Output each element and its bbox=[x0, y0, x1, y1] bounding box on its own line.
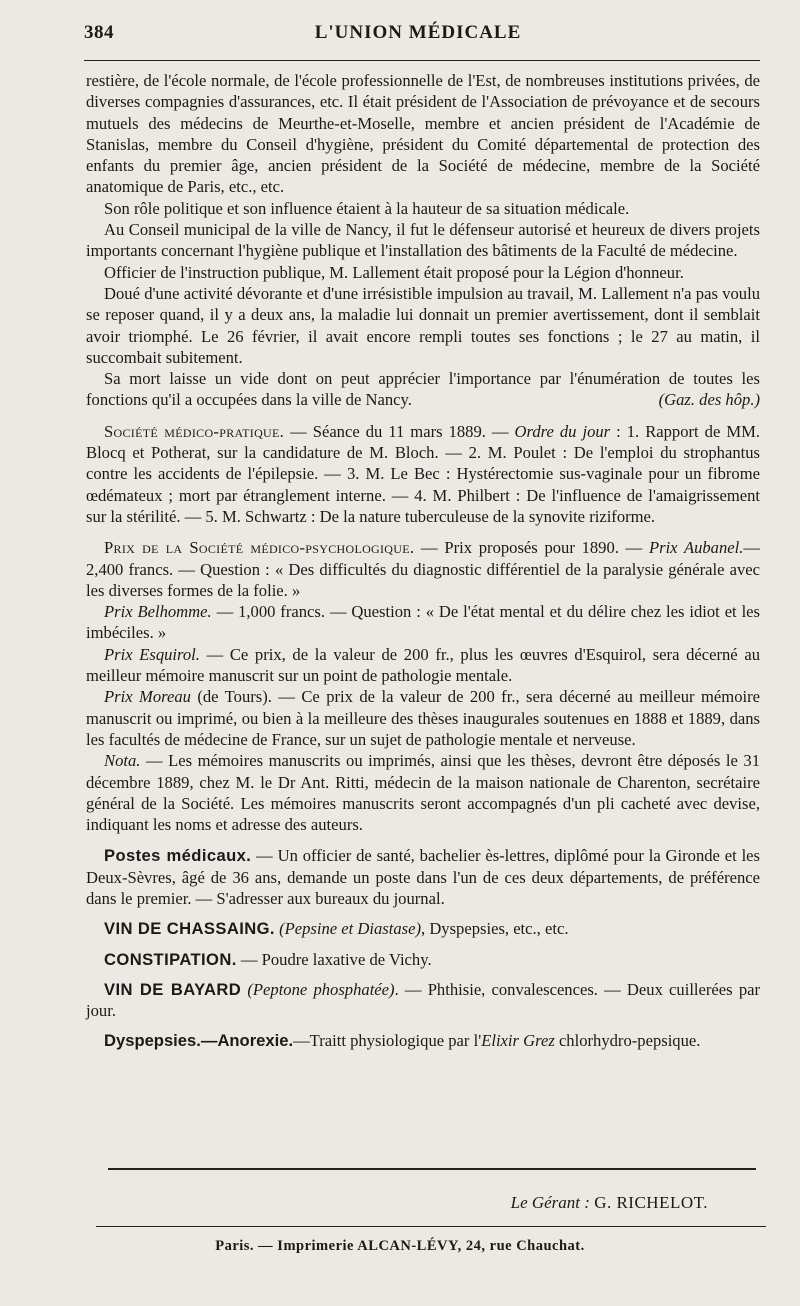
obituary-text: Sa mort laisse un vide dont on peut apprécier l'importance par l'énumération de toutes les fonctions qu'il a occupées dans la ville de Nancy. bbox=[86, 369, 760, 410]
section-text: — Séance du 11 mars 1889. — bbox=[284, 421, 515, 441]
header-rule bbox=[84, 60, 760, 61]
section-text: : 1. Rapport de MM. Blocq et Potherat, sur la candidature de M. Bloch. — 2. M. Poulet : De l'emploi du strophantus contre les accidents de l'épilepsie. — 3. M. Le Bec : Hystérectomie sus-vaginale pour un fibrome œdémateux ; mort par étranglement interne. — 4. M. Philbert : De l'influence de l'amaigrissement sur la stérilité. — 5. M. Schwartz : De la nature tuberculeuse de la synovite riziforme. bbox=[86, 421, 760, 526]
prize-label: Prix Aubanel. bbox=[648, 538, 744, 558]
obituary-paragraph: Son rôle politique et son influence étaient à la hauteur de sa situation médicale. bbox=[104, 198, 630, 218]
prize-text: — Ce prix, de la valeur de 200 fr., plus les œuvres d'Esquirol, sera décerné au meilleur mémoire manuscrit sur un point de pathologie mentale. bbox=[86, 644, 760, 686]
ad-name: Dyspepsies.—Anorexie. bbox=[104, 1031, 294, 1051]
prize-paragraph bbox=[86, 601, 760, 644]
page-header bbox=[84, 22, 752, 56]
prize-text: (de Tours). — Ce prix de la valeur de 200 fr., sera décerné au meilleur mémoire manuscrit ou imprimé, ou bien à la meilleure des thèses inaugurales soutenues en 1888 et 1889, dans les facultés de médecine de France, sur un sujet de pathologie mentale et nerveuse. bbox=[86, 687, 760, 749]
page-number: 384 bbox=[84, 22, 114, 43]
section-text: — Prix proposés pour 1890. — bbox=[414, 538, 649, 558]
prize-text: — 1,000 francs. — Question : « De l'état mental et du délire chez les idiot et les imbéciles. » bbox=[86, 602, 761, 643]
ad-name: VIN DE BAYARD bbox=[104, 979, 242, 999]
ad-grez bbox=[86, 1030, 760, 1051]
prize-paragraph bbox=[86, 644, 760, 687]
prize-label: Prix Esquirol. bbox=[104, 644, 200, 664]
obituary-paragraph: Au Conseil municipal de la ville de Nancy, il fut le défenseur autorisé et heureux de divers projets importants concernant l'hygiène publique et l'installation des bâtiments de la Faculté de médecine. bbox=[86, 220, 760, 261]
ad-text: , Dyspepsies, etc., etc. bbox=[421, 919, 569, 939]
ad-text: . — Phthisie, convalescences. — Deux cuillerées par jour. bbox=[86, 979, 761, 1021]
ad-text: chlorhydro-pepsique. bbox=[554, 1031, 701, 1051]
prize-text: — 2,400 francs. — Question : « Des difficultés du diagnostic différentiel de la paralysie générale avec les diverses formes de la folie. » bbox=[86, 538, 760, 600]
order-label: Ordre du jour bbox=[514, 421, 611, 441]
ad-text: — Poudre laxative de Vichy. bbox=[236, 949, 432, 969]
ad-name: VIN DE CHASSAING. bbox=[104, 919, 275, 939]
obituary-paragraph: Doué d'une activité dévorante et d'une irrésistible impulsion au travail, M. Lallement n'a pas voulu se reposer quand, il y a deux ans, la maladie lui donnait un premier avertissement, dont il semblait avoir triomphé. Le 26 février, il avait encore rempli toutes ses fonctions ; le 27 au matin, il succombait subitement. bbox=[86, 283, 760, 367]
gerant-name: G. RICHELOT. bbox=[594, 1193, 708, 1212]
section-text: — Un officier de santé, bachelier ès-lettres, diplômé pour la Gironde et les Deux-Sèvres, âgé de 36 ans, demande un poste dans l'un de ces deux départements, de préférence dans le premier. — S'adresser aux bureaux du journal. bbox=[86, 846, 761, 908]
prize-label: Prix Belhomme. bbox=[104, 602, 212, 622]
section-title: Prix de la Société médico-psychologique. bbox=[104, 538, 415, 558]
ad-bayard bbox=[86, 979, 760, 1022]
ad-text: —Traitt physiologique par l' bbox=[293, 1031, 482, 1051]
obituary-paragraph bbox=[86, 368, 760, 411]
obituary-paragraph: Officier de l'instruction publique, M. Lallement était proposé pour la Légion d'honneur. bbox=[104, 262, 684, 282]
prize-paragraph bbox=[86, 686, 760, 750]
gerant-signature bbox=[511, 1193, 708, 1213]
section-title: Société médico-pratique. bbox=[104, 421, 285, 441]
prix-section bbox=[86, 537, 760, 601]
prize-label: Prix Moreau bbox=[104, 687, 191, 707]
page-body bbox=[86, 70, 760, 1052]
ad-constipation bbox=[86, 949, 760, 970]
bottom-rule bbox=[108, 1168, 756, 1170]
nota-text: — Les mémoires manuscrits ou imprimés, ainsi que les thèses, devront être déposés le 31 décembre 1889, chez M. le Dr Ant. Ritti, médecin de la maison nationale de Charenton, secrétaire général de la Société. Les mémoires manuscrits seront accompagnés d'un pli cacheté avec devise, indiquant les noms et adresse des auteurs. bbox=[86, 751, 760, 835]
obituary-paragraph: restière, de l'école normale, de l'école professionnelle de l'Est, de nombreuses institutions privées, de diverses compagnies d'assurances, etc. Il était président de l'Association de prévoyance et de secours mutuels des médecins de Meurthe-et-Moselle, membre et ancien président de l'Académie de Stanislas, membre du Conseil d'hygiène, président du Comité départemental de protection des enfants du premier âge, ancien président de la Société de médecine, membre de la Société anatomique de Paris, etc., etc. bbox=[86, 71, 760, 197]
nota-label: Nota. bbox=[104, 751, 141, 771]
ad-name: CONSTIPATION. bbox=[104, 949, 237, 969]
societe-section bbox=[86, 421, 760, 527]
ad-chassaing bbox=[86, 918, 760, 939]
gerant-label: Le Gérant : bbox=[510, 1193, 590, 1212]
ad-detail: (Peptone phosphatée) bbox=[247, 979, 395, 999]
ad-product: Elixir Grez bbox=[481, 1031, 555, 1051]
printer-imprint: Paris. — Imprimerie ALCAN-LÉVY, 24, rue Chauchat. bbox=[215, 1238, 585, 1254]
footer-rule bbox=[96, 1226, 766, 1227]
running-head: L'UNION MÉDICALE bbox=[314, 22, 522, 43]
ad-detail: (Pepsine et Diastase) bbox=[279, 919, 422, 939]
source-citation: (Gaz. des hôp.) bbox=[658, 390, 760, 410]
nota-paragraph bbox=[86, 750, 760, 835]
section-title: Postes médicaux. bbox=[104, 846, 252, 866]
postes-section bbox=[86, 845, 760, 909]
